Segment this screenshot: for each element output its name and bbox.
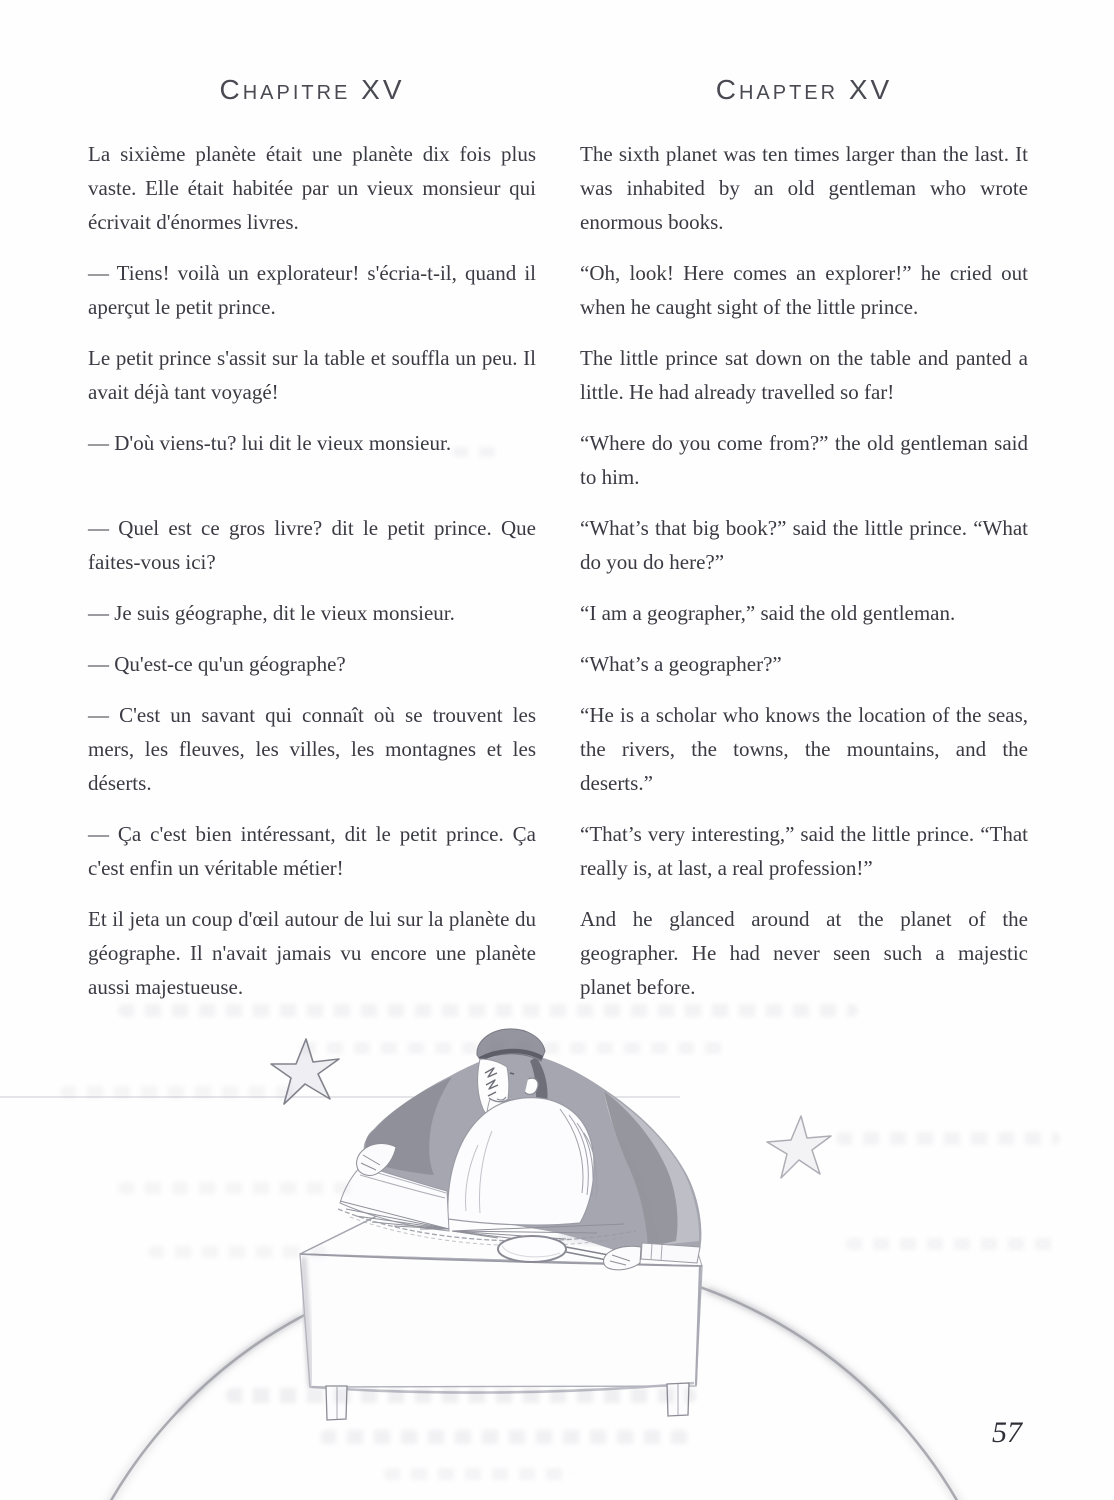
paragraph-french: — Quel est ce gros livre? dit le petit prince. Que faites-vous ici? xyxy=(88,516,536,574)
chapter-title-french: Chapitre XV xyxy=(219,74,405,105)
paragraph-french: — D'où viens-tu? lui dit le vieux monsieur. xyxy=(88,431,452,455)
paragraph-english: And he glanced around at the planet of the geographer. He had never seen such a majestic planet before. xyxy=(580,907,1028,999)
chapter-headers xyxy=(0,0,1114,104)
paragraph-french: La sixième planète était une planète dix fois plus vaste. Elle était habitée par un vieux monsieur qui écrivait d'énormes livres. xyxy=(88,142,536,234)
bilingual-text-grid xyxy=(0,137,1114,1004)
page-number: 57 xyxy=(992,1416,1022,1449)
paragraph-english: “That’s very interesting,” said the little prince. “That really is, at last, a real profession!” xyxy=(580,822,1028,880)
star-icon xyxy=(767,1116,831,1178)
paragraph-english: “He is a scholar who knows the location of the seas, the rivers, the towns, the mountains, and the deserts.” xyxy=(580,703,1028,795)
paragraph-english: The sixth planet was ten times larger than the last. It was inhabited by an old gentleman who wrote enormous books. xyxy=(580,142,1028,234)
paragraph-english: “What’s that big book?” said the little prince. “What do you do here?” xyxy=(580,516,1028,574)
geographer-illustration xyxy=(0,995,1114,1500)
paragraph-french: Et il jeta un coup d'œil autour de lui sur la planète du géographe. Il n'avait jamais vu encore une planète aussi majestueuse. xyxy=(88,907,536,999)
paragraph-french: Le petit prince s'assit sur la table et souffla un peu. Il avait déjà tant voyagé! xyxy=(88,346,536,404)
paragraph-english: The little prince sat down on the table and panted a little. He had already travelled so far! xyxy=(580,346,1028,404)
star-icon xyxy=(271,1039,339,1104)
paragraph-french: — C'est un savant qui connaît où se trouvent les mers, les fleuves, les villes, les montagnes et les déserts. xyxy=(88,703,536,795)
paragraph-english: “Where do you come from?” the old gentleman said to him. xyxy=(580,431,1028,489)
paragraph-french: — Ça c'est bien intéressant, dit le petit prince. Ça c'est enfin un véritable métier! xyxy=(88,822,536,880)
paragraph-french: — Je suis géographe, dit le vieux monsieur. xyxy=(88,601,455,625)
paragraph-english: “What’s a geographer?” xyxy=(580,652,782,676)
paragraph-french: — Qu'est-ce qu'un géographe? xyxy=(88,652,346,676)
paragraph-french: — Tiens! voilà un explorateur! s'écria-t-il, quand il aperçut le petit prince. xyxy=(88,261,536,319)
paragraph-english: “I am a geographer,” said the old gentleman. xyxy=(580,601,956,625)
chapter-title-english: Chapter XV xyxy=(715,74,893,105)
paragraph-english: “Oh, look! Here comes an explorer!” he cried out when he caught sight of the little prince. xyxy=(580,261,1028,319)
